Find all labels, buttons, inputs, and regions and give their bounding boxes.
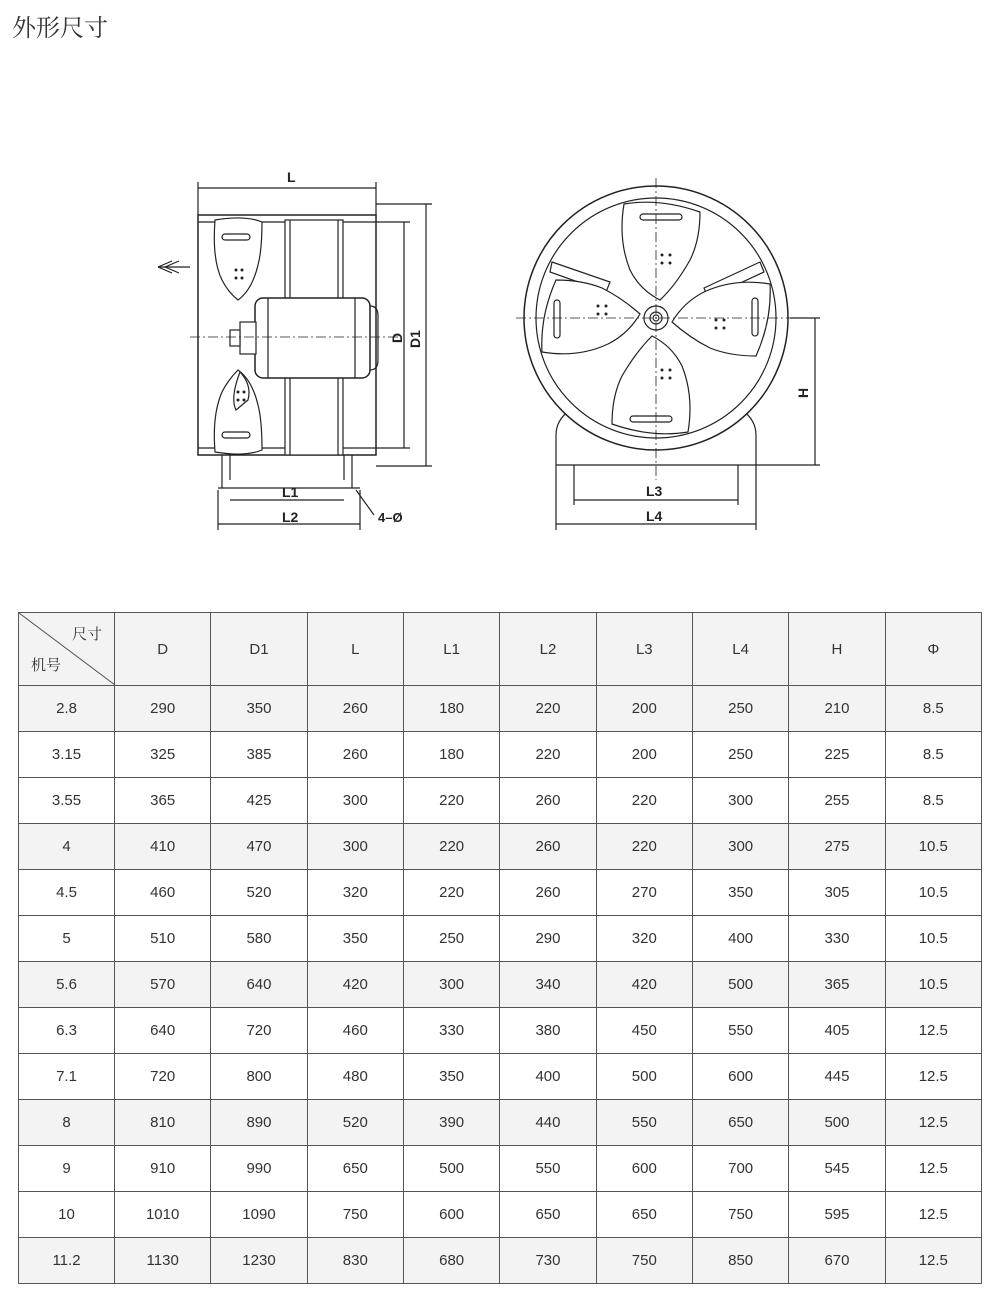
value-cell: 270	[596, 870, 692, 916]
value-cell: 260	[500, 870, 596, 916]
value-cell: 730	[500, 1238, 596, 1284]
column-header: L4	[692, 613, 788, 686]
table-row	[19, 1100, 982, 1146]
model-cell: 3.15	[19, 732, 115, 778]
value-cell: 650	[500, 1192, 596, 1238]
value-cell: 260	[500, 778, 596, 824]
side-view	[158, 182, 432, 530]
value-cell: 640	[211, 962, 307, 1008]
value-cell: 225	[789, 732, 885, 778]
value-cell: 220	[596, 824, 692, 870]
value-cell: 12.5	[885, 1008, 981, 1054]
value-cell: 180	[403, 686, 499, 732]
value-cell: 500	[403, 1146, 499, 1192]
dim-label-L2: L2	[282, 509, 299, 525]
value-cell: 400	[692, 916, 788, 962]
column-header: L	[307, 613, 403, 686]
value-cell: 300	[692, 778, 788, 824]
model-cell: 8	[19, 1100, 115, 1146]
value-cell: 250	[692, 732, 788, 778]
value-cell: 520	[211, 870, 307, 916]
corner-label-dimensions: 尺寸	[71, 626, 102, 643]
value-cell: 650	[692, 1100, 788, 1146]
value-cell: 250	[692, 686, 788, 732]
model-cell: 5	[19, 916, 115, 962]
model-cell: 10	[19, 1192, 115, 1238]
value-cell: 330	[403, 1008, 499, 1054]
value-cell: 520	[307, 1100, 403, 1146]
table-row	[19, 732, 982, 778]
value-cell: 220	[403, 778, 499, 824]
value-cell: 550	[596, 1100, 692, 1146]
value-cell: 200	[596, 686, 692, 732]
fan-dimension-drawing	[0, 160, 1000, 550]
column-header: L3	[596, 613, 692, 686]
value-cell: 405	[789, 1008, 885, 1054]
value-cell: 550	[692, 1008, 788, 1054]
value-cell: 570	[115, 962, 211, 1008]
value-cell: 385	[211, 732, 307, 778]
value-cell: 350	[692, 870, 788, 916]
table-row	[19, 1192, 982, 1238]
model-cell: 7.1	[19, 1054, 115, 1100]
value-cell: 250	[403, 916, 499, 962]
value-cell: 12.5	[885, 1192, 981, 1238]
column-header: Φ	[885, 613, 981, 686]
model-cell: 4	[19, 824, 115, 870]
dim-label-L3: L3	[646, 483, 663, 499]
value-cell: 600	[692, 1054, 788, 1100]
value-cell: 260	[500, 824, 596, 870]
table-row	[19, 1008, 982, 1054]
value-cell: 470	[211, 824, 307, 870]
value-cell: 650	[307, 1146, 403, 1192]
value-cell: 290	[115, 686, 211, 732]
value-cell: 300	[307, 824, 403, 870]
value-cell: 12.5	[885, 1238, 981, 1284]
model-cell: 4.5	[19, 870, 115, 916]
table-row	[19, 1054, 982, 1100]
dim-label-D: D	[389, 332, 405, 343]
table-row	[19, 778, 982, 824]
value-cell: 420	[307, 962, 403, 1008]
value-cell: 680	[403, 1238, 499, 1284]
value-cell: 365	[115, 778, 211, 824]
value-cell: 650	[596, 1192, 692, 1238]
value-cell: 290	[500, 916, 596, 962]
table-row	[19, 1146, 982, 1192]
value-cell: 600	[403, 1192, 499, 1238]
model-cell: 2.8	[19, 686, 115, 732]
value-cell: 1090	[211, 1192, 307, 1238]
value-cell: 350	[307, 916, 403, 962]
dim-label-L: L	[287, 169, 296, 185]
value-cell: 460	[115, 870, 211, 916]
value-cell: 220	[403, 870, 499, 916]
value-cell: 990	[211, 1146, 307, 1192]
front-view	[516, 178, 820, 530]
value-cell: 410	[115, 824, 211, 870]
table-row	[19, 824, 982, 870]
value-cell: 500	[789, 1100, 885, 1146]
column-header: D1	[211, 613, 307, 686]
value-cell: 300	[692, 824, 788, 870]
value-cell: 12.5	[885, 1100, 981, 1146]
dim-label-hole: 4–Ø	[378, 510, 403, 525]
value-cell: 260	[307, 732, 403, 778]
value-cell: 300	[307, 778, 403, 824]
value-cell: 910	[115, 1146, 211, 1192]
table-row	[19, 916, 982, 962]
dim-label-L4: L4	[646, 508, 663, 524]
value-cell: 365	[789, 962, 885, 1008]
value-cell: 320	[307, 870, 403, 916]
value-cell: 380	[500, 1008, 596, 1054]
value-cell: 450	[596, 1008, 692, 1054]
value-cell: 425	[211, 778, 307, 824]
dim-label-D1: D1	[407, 330, 423, 348]
value-cell: 8.5	[885, 686, 981, 732]
value-cell: 670	[789, 1238, 885, 1284]
value-cell: 275	[789, 824, 885, 870]
value-cell: 350	[211, 686, 307, 732]
value-cell: 320	[596, 916, 692, 962]
value-cell: 890	[211, 1100, 307, 1146]
value-cell: 200	[596, 732, 692, 778]
corner-label-model: 机号	[31, 657, 62, 674]
table-row	[19, 870, 982, 916]
model-cell: 5.6	[19, 962, 115, 1008]
model-cell: 6.3	[19, 1008, 115, 1054]
value-cell: 210	[789, 686, 885, 732]
value-cell: 750	[692, 1192, 788, 1238]
value-cell: 440	[500, 1100, 596, 1146]
value-cell: 1130	[115, 1238, 211, 1284]
value-cell: 305	[789, 870, 885, 916]
value-cell: 420	[596, 962, 692, 1008]
value-cell: 220	[500, 732, 596, 778]
value-cell: 545	[789, 1146, 885, 1192]
page-title: 外形尺寸	[12, 14, 108, 42]
value-cell: 500	[596, 1054, 692, 1100]
value-cell: 10.5	[885, 916, 981, 962]
value-cell: 350	[403, 1054, 499, 1100]
value-cell: 255	[789, 778, 885, 824]
value-cell: 8.5	[885, 778, 981, 824]
value-cell: 720	[211, 1008, 307, 1054]
value-cell: 720	[115, 1054, 211, 1100]
model-cell: 9	[19, 1146, 115, 1192]
value-cell: 580	[211, 916, 307, 962]
table-header-row	[19, 613, 982, 686]
value-cell: 390	[403, 1100, 499, 1146]
value-cell: 510	[115, 916, 211, 962]
model-cell: 11.2	[19, 1238, 115, 1284]
value-cell: 325	[115, 732, 211, 778]
value-cell: 850	[692, 1238, 788, 1284]
value-cell: 180	[403, 732, 499, 778]
table-row	[19, 962, 982, 1008]
value-cell: 700	[692, 1146, 788, 1192]
value-cell: 800	[211, 1054, 307, 1100]
value-cell: 10.5	[885, 870, 981, 916]
value-cell: 10.5	[885, 824, 981, 870]
column-header: L1	[403, 613, 499, 686]
value-cell: 480	[307, 1054, 403, 1100]
dim-label-L1: L1	[282, 484, 299, 500]
value-cell: 10.5	[885, 962, 981, 1008]
corner-header-cell	[19, 613, 115, 686]
table-row	[19, 1238, 982, 1284]
column-header: H	[789, 613, 885, 686]
value-cell: 400	[500, 1054, 596, 1100]
value-cell: 300	[403, 962, 499, 1008]
value-cell: 550	[500, 1146, 596, 1192]
value-cell: 750	[596, 1238, 692, 1284]
value-cell: 460	[307, 1008, 403, 1054]
value-cell: 330	[789, 916, 885, 962]
model-cell: 3.55	[19, 778, 115, 824]
value-cell: 445	[789, 1054, 885, 1100]
value-cell: 600	[596, 1146, 692, 1192]
value-cell: 12.5	[885, 1054, 981, 1100]
value-cell: 220	[596, 778, 692, 824]
value-cell: 1230	[211, 1238, 307, 1284]
dim-label-H: H	[795, 387, 811, 398]
value-cell: 220	[500, 686, 596, 732]
value-cell: 1010	[115, 1192, 211, 1238]
column-header: L2	[500, 613, 596, 686]
value-cell: 750	[307, 1192, 403, 1238]
value-cell: 830	[307, 1238, 403, 1284]
dimension-table	[18, 612, 982, 1284]
column-header: D	[115, 613, 211, 686]
value-cell: 810	[115, 1100, 211, 1146]
value-cell: 500	[692, 962, 788, 1008]
value-cell: 640	[115, 1008, 211, 1054]
value-cell: 220	[403, 824, 499, 870]
value-cell: 340	[500, 962, 596, 1008]
value-cell: 12.5	[885, 1146, 981, 1192]
value-cell: 8.5	[885, 732, 981, 778]
table-row	[19, 686, 982, 732]
value-cell: 260	[307, 686, 403, 732]
value-cell: 595	[789, 1192, 885, 1238]
